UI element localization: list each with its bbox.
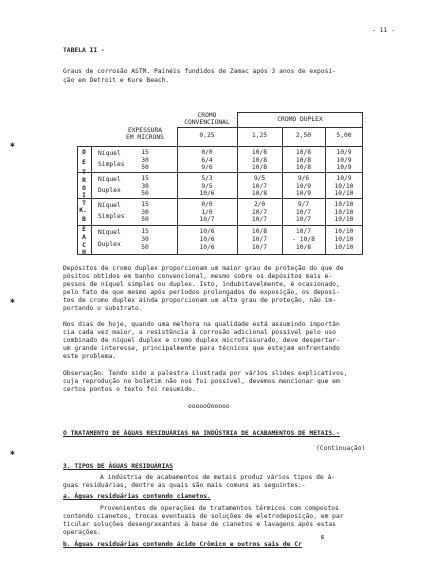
g3-label-1: Níquel — [98, 202, 121, 209]
side-beach-3: A — [82, 234, 86, 241]
para3-line-2: cuja reprodução no boletim não nos foi possível, devemos mencionar que em — [63, 378, 340, 385]
para1-line-5: tos de cromo duplex ainda proporcionam um alto grau de proteção, não im- — [63, 297, 336, 304]
para1-line-6: portando o substrato. — [63, 305, 143, 312]
g4-c025-3: 10/6 — [199, 244, 215, 251]
g3-c025-1: 0/0 — [201, 201, 213, 208]
thickness-1-25: 1,25 — [251, 132, 268, 139]
g2-m3: 50 — [141, 190, 149, 197]
g1-label-2: Simples — [98, 161, 125, 168]
g1-c250-1: 10/8 — [295, 149, 312, 156]
g1-m2: 30 — [141, 157, 149, 164]
para1-line-3: pessos de níquel simples ou duplex. Isto, indubitavelmente, é ocasionado, — [63, 281, 340, 288]
g4-c125-1: 10/8 — [251, 228, 268, 235]
g2-c125-1: 9/5 — [253, 175, 266, 182]
g1-c025-3: 9/6 — [201, 164, 213, 171]
g4-c125-2: 10/7 — [251, 236, 268, 243]
g3-c250-1: 9/7 — [297, 201, 310, 208]
g1-c500-1: 10/9 — [336, 149, 352, 156]
g1-c125-1: 10/8 — [251, 149, 268, 156]
g2-c025-2: 9/5 — [201, 183, 213, 190]
g1-c025-1: 0/0 — [201, 149, 213, 156]
g1-label-1: Níquel — [98, 150, 121, 157]
g3-c250-3: 10/7 — [295, 216, 312, 223]
g4-label-1: Níquel — [98, 229, 121, 236]
side-detroit-1: E — [82, 159, 86, 166]
separator: oooooOooooo — [188, 403, 230, 410]
g1-m3: 50 — [141, 164, 149, 171]
side-beach-4: C — [82, 242, 86, 249]
g4-c125-3: 10/7 — [251, 244, 268, 251]
g2-c500-3: 10/10 — [334, 190, 354, 197]
g2-c500-1: 10/9 — [336, 175, 352, 182]
g3-c250-2: 10/7 — [295, 209, 312, 216]
item-b-superscript: 6 — [321, 535, 325, 541]
g3-c025-3: 10/7 — [199, 216, 215, 223]
g2-label-2: Duplex — [98, 187, 121, 194]
side-detroit-0: D — [82, 149, 86, 156]
g2-label-1: Níquel — [98, 176, 121, 183]
g3-c500-2: 10/10 — [334, 209, 354, 216]
g4-c500-1: 10/10 — [334, 228, 354, 235]
g4-c250-1: 10/7 — [295, 228, 312, 235]
corrosion-table — [77, 112, 363, 256]
g3-m1: 15 — [141, 201, 149, 208]
para2-line-5: este problema. — [63, 353, 117, 360]
table-title: TABELA II - — [63, 47, 105, 54]
g4-c250-3: 10/8 — [295, 244, 312, 251]
para2-line-4: um grande interesse, principalmente para técnicos que estejam enfrentando — [63, 345, 340, 352]
page-number: - 11 - — [372, 27, 395, 34]
section-heading: O TRATAMENTO DE ÁGUAS RESIDUÁRIAS NA INDÚSTRIA DE ACABAMENTOS DE METAIS.- — [63, 430, 340, 437]
side-beach-2: E — [82, 226, 86, 233]
g4-c500-2: 10/10 — [334, 236, 354, 243]
para2-line-2: cia cada vez maior, a resistência à corrosão adicional possível pelo uso — [63, 329, 336, 336]
side-detroit-2: T — [82, 169, 86, 176]
g3-label-2: Simples — [98, 213, 125, 220]
side-detroit-6: T — [82, 200, 86, 207]
caption-line-1: Graus de corrosão ASTM. Painéis fundidos de Zamac após 3 anos de exposi- — [63, 68, 336, 75]
header-convencional-line-1: CROMO — [197, 112, 217, 119]
side-detroit-5: I — [82, 192, 86, 199]
para4-line-2: guas residuárias, dentre as quais são mais comuns as seguintes:- — [63, 482, 306, 489]
thickness-label-line-2: EM MICRONS — [126, 134, 164, 141]
thickness-0-25: 0,25 — [199, 132, 215, 139]
side-detroit-4: O — [82, 185, 86, 192]
para1-line-4: pelo fato de que mesmo após períodos prolongados de exposição, os deposi- — [63, 289, 340, 296]
item-a: a. Águas residuárias contendo cianetos. — [63, 493, 211, 500]
g2-c500-2: 10/10 — [334, 183, 354, 190]
para5-line-4: operações. — [63, 529, 101, 536]
g3-c500-1: 10/10 — [334, 201, 354, 208]
g3-c025-2: 1/0 — [201, 209, 213, 216]
g2-c125-2: 10/7 — [251, 183, 268, 190]
para5-line-3: ticular soluções desengraxantes à base de cianetos e lavagens após estas — [63, 521, 336, 528]
g1-c125-2: 10/8 — [251, 157, 268, 164]
thickness-2-50: 2,50 — [295, 132, 312, 139]
g2-m2: 30 — [141, 183, 149, 190]
g1-c025-2: 6/4 — [201, 157, 213, 164]
header-convencional-line-2: CONVENCIONAL — [184, 119, 230, 126]
para5-line-2: contendo cianetos, trocas eventuais de soluções de eletrodeposição, em par — [63, 513, 344, 520]
g2-c025-3: 10/6 — [199, 190, 215, 197]
para3-line-1: Observação: Tendo sido a palestra ilustrada por vários slides explicativos, — [63, 370, 348, 377]
thickness-label-line-1: EXPESSURA — [127, 127, 163, 134]
thickness-5-00: 5,00 — [336, 132, 352, 139]
para3-line-3: certos pontos o texto foi resumido. — [63, 386, 196, 393]
g2-c250-3: 10/9 — [295, 190, 312, 197]
g2-c250-2: 10/9 — [295, 183, 312, 190]
continuation: (Continuação) — [316, 445, 366, 452]
subheading: 3. TIPOS DE ÁGUAS RESIDUÁRIAS — [63, 463, 173, 470]
side-beach-1: B — [82, 216, 86, 223]
g4-m2: 30 — [141, 236, 149, 243]
g3-c125-1: 2/0 — [253, 201, 266, 208]
margin-mark-3: ✱ — [10, 448, 15, 457]
margin-mark-2: ✱ — [10, 296, 15, 305]
para1-line-2: pósitos obtidos em banho convencional, mesmo sobre os depósitos mais e- — [63, 273, 333, 280]
g4-m3: 50 — [141, 244, 149, 251]
item-b: b. Águas residuárias contendo ácido Crômico e outros sais de Cr — [63, 541, 302, 548]
g3-c125-2: 10/7 — [251, 209, 268, 216]
caption-line-2: ção em Detroit e Kure Beach. — [63, 77, 170, 84]
para1-line-1: Depósitos de cromo duplex proporcionam um maior grau de proteção do que de — [63, 265, 344, 272]
g3-m2: 30 — [141, 209, 149, 216]
para5-line-1: Provenientes de operações de tratamentos térmicos com compostos — [100, 505, 339, 512]
header-duplex: CROMO DUPLEX — [277, 116, 323, 123]
g2-c250-1: 9/6 — [297, 175, 310, 182]
side-beach-5: H — [82, 249, 86, 256]
g4-label-2: Duplex — [98, 241, 121, 248]
g1-c250-2: 10/8 — [295, 157, 312, 164]
g1-c500-2: 10/9 — [336, 157, 352, 164]
para2-line-3: combinado de níquel duplex e cromo duplex microfissurado, deve despertar- — [63, 337, 340, 344]
g1-c500-3: 10/9 — [336, 164, 352, 171]
margin-mark-1: ✱ — [10, 140, 15, 149]
g3-m3: 50 — [141, 216, 149, 223]
side-beach-0: K. — [79, 207, 87, 214]
g3-c500-3: 10/10 — [334, 216, 354, 223]
g2-c025-1: 5/3 — [201, 175, 213, 182]
g4-m1: 15 — [141, 228, 149, 235]
side-detroit-3: R — [82, 177, 86, 184]
g2-m1: 15 — [141, 175, 149, 182]
g1-c250-3: 10/8 — [295, 164, 312, 171]
g1-c125-3: 10/8 — [251, 164, 268, 171]
g4-c250-2: - 10/8 — [292, 236, 315, 243]
g4-c025-2: 10/6 — [199, 236, 215, 243]
g1-m1: 15 — [141, 149, 149, 156]
para4-line-1: A indústria de acabamentos de metais produz vários tipos de á- — [100, 474, 336, 481]
g4-c025-1: 10/6 — [199, 228, 215, 235]
g3-c125-3: 10/7 — [251, 216, 268, 223]
g4-c500-3: 10/10 — [334, 244, 354, 251]
g2-c125-3: 10/8 — [251, 190, 268, 197]
para2-line-1: Nos dias de hoje, quando uma melhora na qualidade está assumindo importân — [63, 321, 340, 328]
